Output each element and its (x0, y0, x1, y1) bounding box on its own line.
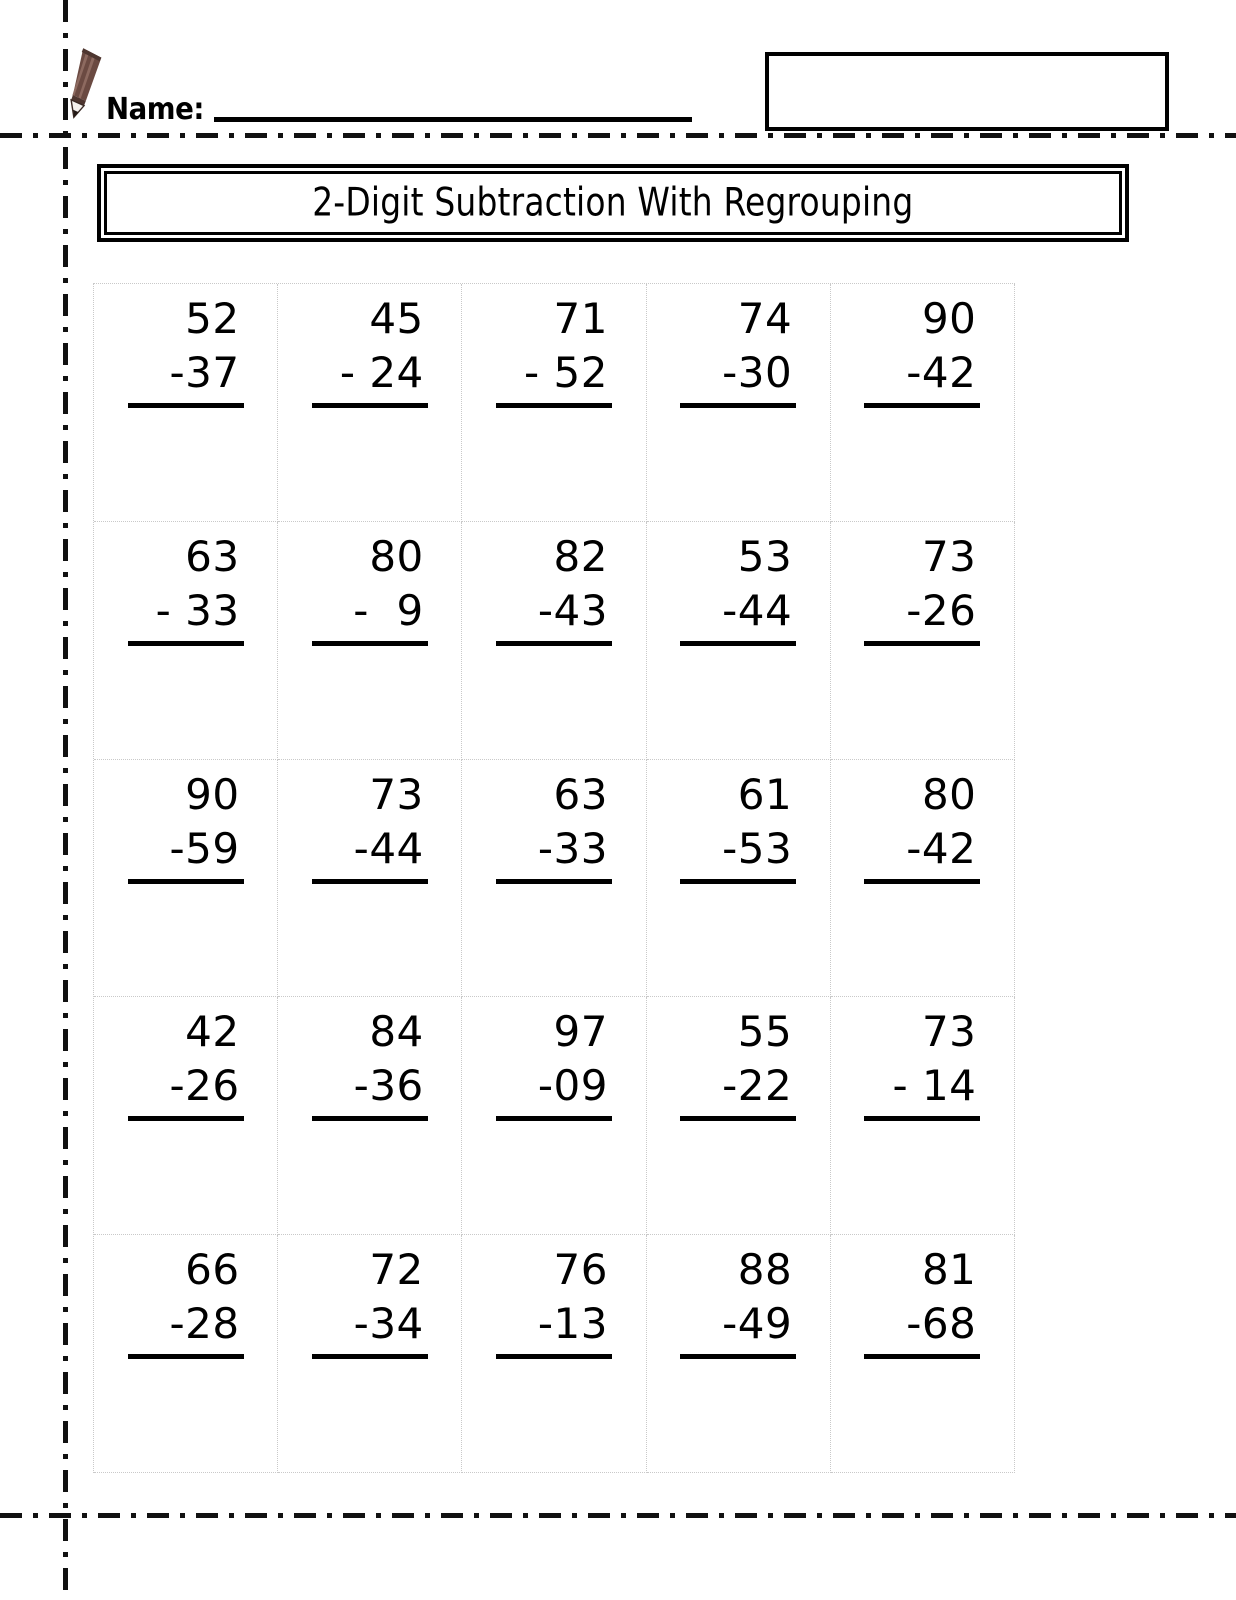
problem-stack (496, 1005, 612, 1121)
problem-cell[interactable] (831, 997, 1015, 1235)
name-field-row (106, 80, 692, 126)
problem-cell[interactable] (831, 760, 1015, 998)
problem-cell[interactable] (831, 284, 1015, 522)
subtraction-problem (278, 530, 461, 646)
problem-stack (680, 1243, 796, 1359)
problem-cell[interactable] (647, 1235, 831, 1473)
subtrahend: -43 (496, 584, 612, 646)
subtrahend: -33 (496, 822, 612, 884)
problem-cell[interactable] (278, 522, 462, 760)
subtrahend: -44 (312, 822, 428, 884)
minuend: 97 (553, 1007, 608, 1057)
cut-line-horizontal-bottom (0, 1513, 1236, 1518)
subtraction-problem (462, 768, 645, 884)
problem-stack (312, 768, 428, 884)
subtraction-problem (278, 1005, 461, 1121)
subtraction-problem (94, 292, 277, 408)
minuend: 42 (185, 1007, 240, 1057)
problem-stack (496, 530, 612, 646)
problem-stack (680, 292, 796, 408)
cut-line-vertical (63, 0, 68, 1600)
problem-stack (128, 1243, 244, 1359)
problem-stack (864, 1005, 980, 1121)
title-banner-inner (104, 171, 1122, 235)
minuend: 63 (553, 769, 608, 819)
pencil-icon (64, 42, 106, 122)
problem-cell[interactable] (831, 522, 1015, 760)
problem-stack (680, 530, 796, 646)
problem-stack (496, 1243, 612, 1359)
subtrahend: -49 (680, 1297, 796, 1359)
problem-stack (312, 1243, 428, 1359)
problem-stack (312, 1005, 428, 1121)
minuend: 52 (185, 294, 240, 343)
minuend: 53 (737, 531, 793, 581)
name-label: Name: (106, 92, 204, 127)
subtrahend: -36 (312, 1059, 428, 1121)
problem-stack (312, 530, 428, 646)
problem-stack (128, 292, 244, 408)
problem-cell[interactable] (462, 522, 646, 760)
problem-cell[interactable] (94, 997, 278, 1235)
name-input-blank[interactable] (214, 117, 692, 122)
subtrahend: -26 (128, 1059, 244, 1121)
subtraction-problem (647, 292, 830, 408)
subtrahend: - 52 (496, 346, 612, 408)
subtraction-problem (462, 530, 645, 646)
subtraction-problem (831, 1005, 1014, 1121)
problem-stack (496, 768, 612, 884)
subtrahend: -28 (128, 1297, 244, 1359)
problem-cell[interactable] (278, 284, 462, 522)
problem-stack (128, 768, 244, 884)
subtrahend: -42 (864, 822, 980, 884)
problem-cell[interactable] (278, 997, 462, 1235)
problem-cell[interactable] (278, 1235, 462, 1473)
subtrahend: - 24 (312, 346, 428, 408)
minuend: 90 (921, 294, 977, 343)
subtrahend: -26 (864, 584, 980, 646)
subtrahend: -59 (128, 822, 244, 884)
problem-cell[interactable] (94, 284, 278, 522)
subtrahend: -09 (496, 1059, 612, 1121)
problem-stack (864, 1243, 980, 1359)
subtrahend: -53 (680, 822, 796, 884)
subtraction-problem (647, 1243, 830, 1359)
subtrahend: - 33 (128, 584, 244, 646)
score-box[interactable] (765, 52, 1169, 131)
minuend: 63 (185, 531, 240, 581)
problem-cell[interactable] (831, 1235, 1015, 1473)
problem-cell[interactable] (278, 760, 462, 998)
subtraction-problem (647, 768, 830, 884)
subtraction-problem (94, 1243, 277, 1359)
subtrahend: - 9 (312, 584, 428, 646)
subtrahend: -37 (128, 346, 244, 408)
minuend: 66 (185, 1245, 240, 1295)
problem-cell[interactable] (462, 760, 646, 998)
minuend: 55 (737, 1007, 793, 1057)
minuend: 81 (921, 1245, 977, 1295)
subtrahend: -22 (680, 1059, 796, 1121)
minuend: 76 (553, 1245, 608, 1295)
problem-stack (128, 530, 244, 646)
title-banner (97, 164, 1129, 242)
problem-stack (864, 292, 980, 408)
subtraction-problem (278, 1243, 461, 1359)
subtraction-problem (94, 530, 277, 646)
minuend: 82 (553, 531, 608, 581)
subtraction-problem (94, 1005, 277, 1121)
minuend: 61 (737, 769, 793, 819)
subtraction-problem (831, 768, 1014, 884)
minuend: 73 (921, 531, 977, 581)
minuend: 84 (369, 1007, 424, 1057)
problem-stack (680, 768, 796, 884)
minuend: 73 (369, 769, 424, 819)
subtraction-problem (462, 1243, 645, 1359)
problem-stack (680, 1005, 796, 1121)
subtrahend: -42 (864, 346, 980, 408)
minuend: 73 (921, 1007, 977, 1057)
subtrahend: - 14 (864, 1059, 980, 1121)
subtrahend: -34 (312, 1297, 428, 1359)
subtraction-problem (831, 530, 1014, 646)
subtraction-problem (647, 1005, 830, 1121)
subtrahend: -30 (680, 346, 796, 408)
problem-cell[interactable] (462, 997, 646, 1235)
minuend: 45 (369, 294, 424, 343)
problem-cell[interactable] (462, 1235, 646, 1473)
subtraction-problem (831, 1243, 1014, 1359)
subtrahend: -68 (864, 1297, 980, 1359)
subtraction-problem (462, 292, 645, 408)
page-title: 2-Digit Subtraction With Regrouping (312, 180, 914, 226)
minuend: 74 (737, 294, 793, 343)
problem-stack (864, 768, 980, 884)
minuend: 88 (737, 1245, 793, 1295)
problem-cell[interactable] (94, 1235, 278, 1473)
subtrahend: -44 (680, 584, 796, 646)
minuend: 80 (921, 769, 977, 819)
problem-cell[interactable] (94, 760, 278, 998)
subtraction-problem (278, 768, 461, 884)
minuend: 72 (369, 1245, 424, 1295)
subtrahend: -13 (496, 1297, 612, 1359)
problem-cell[interactable] (94, 522, 278, 760)
minuend: 90 (185, 769, 240, 819)
cut-line-horizontal-top (0, 133, 1236, 138)
problem-cell[interactable] (647, 284, 831, 522)
problem-cell[interactable] (647, 997, 831, 1235)
problems-grid (93, 283, 1015, 1473)
subtraction-problem (647, 530, 830, 646)
problem-cell[interactable] (462, 284, 646, 522)
minuend: 80 (369, 531, 424, 581)
subtraction-problem (462, 1005, 645, 1121)
problem-cell[interactable] (647, 522, 831, 760)
subtraction-problem (94, 768, 277, 884)
problem-stack (864, 530, 980, 646)
minuend: 71 (553, 294, 608, 343)
problem-stack (312, 292, 428, 408)
problem-stack (496, 292, 612, 408)
subtraction-problem (831, 292, 1014, 408)
problem-cell[interactable] (647, 760, 831, 998)
problem-stack (128, 1005, 244, 1121)
subtraction-problem (278, 292, 461, 408)
